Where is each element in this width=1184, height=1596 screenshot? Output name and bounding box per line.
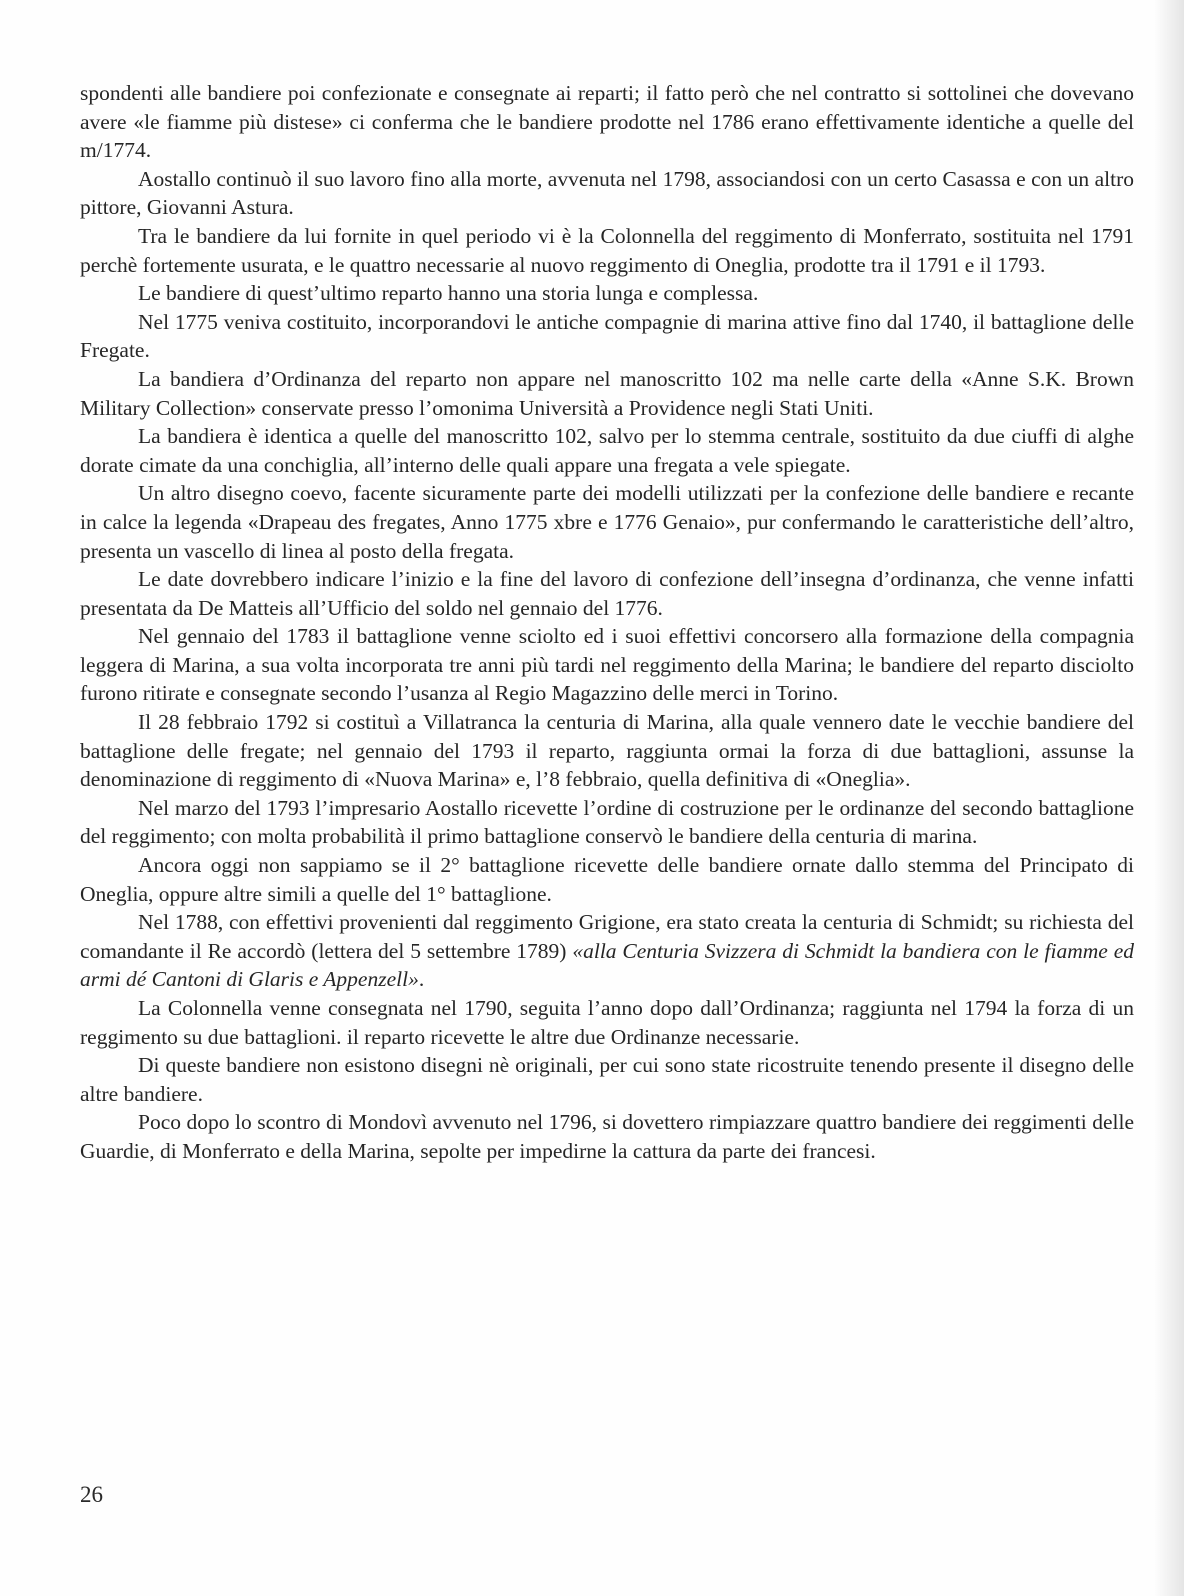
paragraph: Ancora oggi non sappiamo se il 2° battaglione ricevette delle bandiere ornate dallo stemma del Principato di Oneglia, oppure altre simili a quelle del 1° battaglione.	[80, 853, 1134, 906]
paragraph: Il 28 febbraio 1792 si costituì a Villatranca la centuria di Marina, alla quale vennero date le vecchie bandiere del battaglione delle fregate; nel gennaio del 1793 il reparto, raggiunta ormai la forza di due battaglioni, assunse la denominazione di reggimento di «Nuova Marina» e, l’8 febbraio, quella definitiva di «Oneglia».	[80, 710, 1134, 792]
paragraph: La bandiera è identica a quelle del manoscritto 102, salvo per lo stemma centrale, sostituito da due ciuffi di alghe dorate cimate da una conchiglia, all’interno delle quali appare una fregata a vele spiegate.	[80, 424, 1134, 477]
paragraph-continued: spondenti alle bandiere poi confezionate e consegnate ai reparti; il fatto però che nel contratto si sottolinei che dovevano avere «le fiamme più distese» ci conferma che le bandiere prodotte nel 1786 erano effettivamente identiche a quelle del m/1774.	[80, 81, 1134, 163]
italic-quotation: «alla Centuria Svizzera di Schmidt la bandiera con le fiamme ed armi dé Cantoni di Glaris e Appenzell»	[80, 938, 1135, 992]
page-gutter-shadow	[1154, 0, 1184, 1596]
paragraph: Di queste bandiere non esistono disegni nè originali, per cui sono state ricostruite tenendo presente il disegno delle altre bandiere.	[80, 1053, 1134, 1106]
body-text	[80, 79, 1134, 1166]
paragraph: Un altro disegno coevo, facente sicuramente parte dei modelli utilizzati per la confezione delle bandiere e recante in calce la legenda «Drapeau des fregates, Anno 1775 xbre e 1776 Genaio», pur confermando le caratteristiche dell’altro, presenta un vascello di linea al posto della fregata.	[80, 481, 1134, 563]
paragraph-text-end: .	[418, 967, 425, 992]
paragraph-text: Nel 1788, con effettivi provenienti dal reggimento Grigione, era stato creata la centuria di Schmidt; su richiesta del comandante il Re accordò (lettera del 5 settembre 1789)	[80, 910, 1134, 963]
paragraph: Tra le bandiere da lui fornite in quel periodo vi è la Colonnella del reggimento di Monferrato, sostituita nel 1791 perchè fortemente usurata, e le quattro necessarie al nuovo reggimento di Oneglia, prodotte tra il 1791 e il 1793.	[80, 223, 1134, 277]
paragraph: Nel 1775 veniva costituito, incorporandovi le antiche compagnie di marina attive fino dal 1740, il battaglione delle Fregate.	[80, 309, 1134, 363]
paragraph: Aostallo continuò il suo lavoro fino alla morte, avvenuta nel 1798, associandosi con un certo Casassa e con un altro pittore, Giovanni Astura.	[80, 166, 1134, 220]
paragraph: La Colonnella venne consegnata nel 1790, seguita l’anno dopo dall’Ordinanza; raggiunta nel 1794 la forza di un reggimento su due battaglioni. il reparto ricevette le altre due Ordinanze necessarie.	[80, 996, 1134, 1049]
paragraph-schmidt	[80, 908, 1134, 994]
paragraph: Le date dovrebbero indicare l’inizio e la fine del lavoro di confezione dell’insegna d’ordinanza, che venne infatti presentata da De Matteis all’Ufficio del soldo nel gennaio del 1776.	[80, 567, 1134, 620]
paragraph: Poco dopo lo scontro di Mondovì avvenuto nel 1796, si dovettero rimpiazzare quattro bandiere dei reggimenti delle Guardie, di Monferrato e della Marina, sepolte per impedirne la cattura da parte dei francesi.	[80, 1110, 1134, 1163]
paragraph: Le bandiere di quest’ultimo reparto hanno una storia lunga e complessa.	[138, 281, 759, 306]
paragraph: Nel marzo del 1793 l’impresario Aostallo ricevette l’ordine di costruzione per le ordinanze del secondo battaglione del reggimento; con molta probabilità il primo battaglione conservò le bandiere della centuria di marina.	[80, 795, 1134, 849]
paragraph: La bandiera d’Ordinanza del reparto non appare nel manoscritto 102 ma nelle carte della «Anne S.K. Brown Military Collection» conservate presso l’omonima Università a Providence negli Stati Uniti.	[80, 366, 1134, 420]
paragraph: Nel gennaio del 1783 il battaglione venne sciolto ed i suoi effettivi concorsero alla formazione della compagnia leggera di Marina, a sua volta incorporata tre anni più tardi nel reggimento della Marina; le bandiere del reparto disciolto furono ritirate e consegnate secondo l’usanza al Regio Magazzino delle merci in Torino.	[80, 624, 1134, 706]
page-number: 26	[80, 1482, 103, 1507]
